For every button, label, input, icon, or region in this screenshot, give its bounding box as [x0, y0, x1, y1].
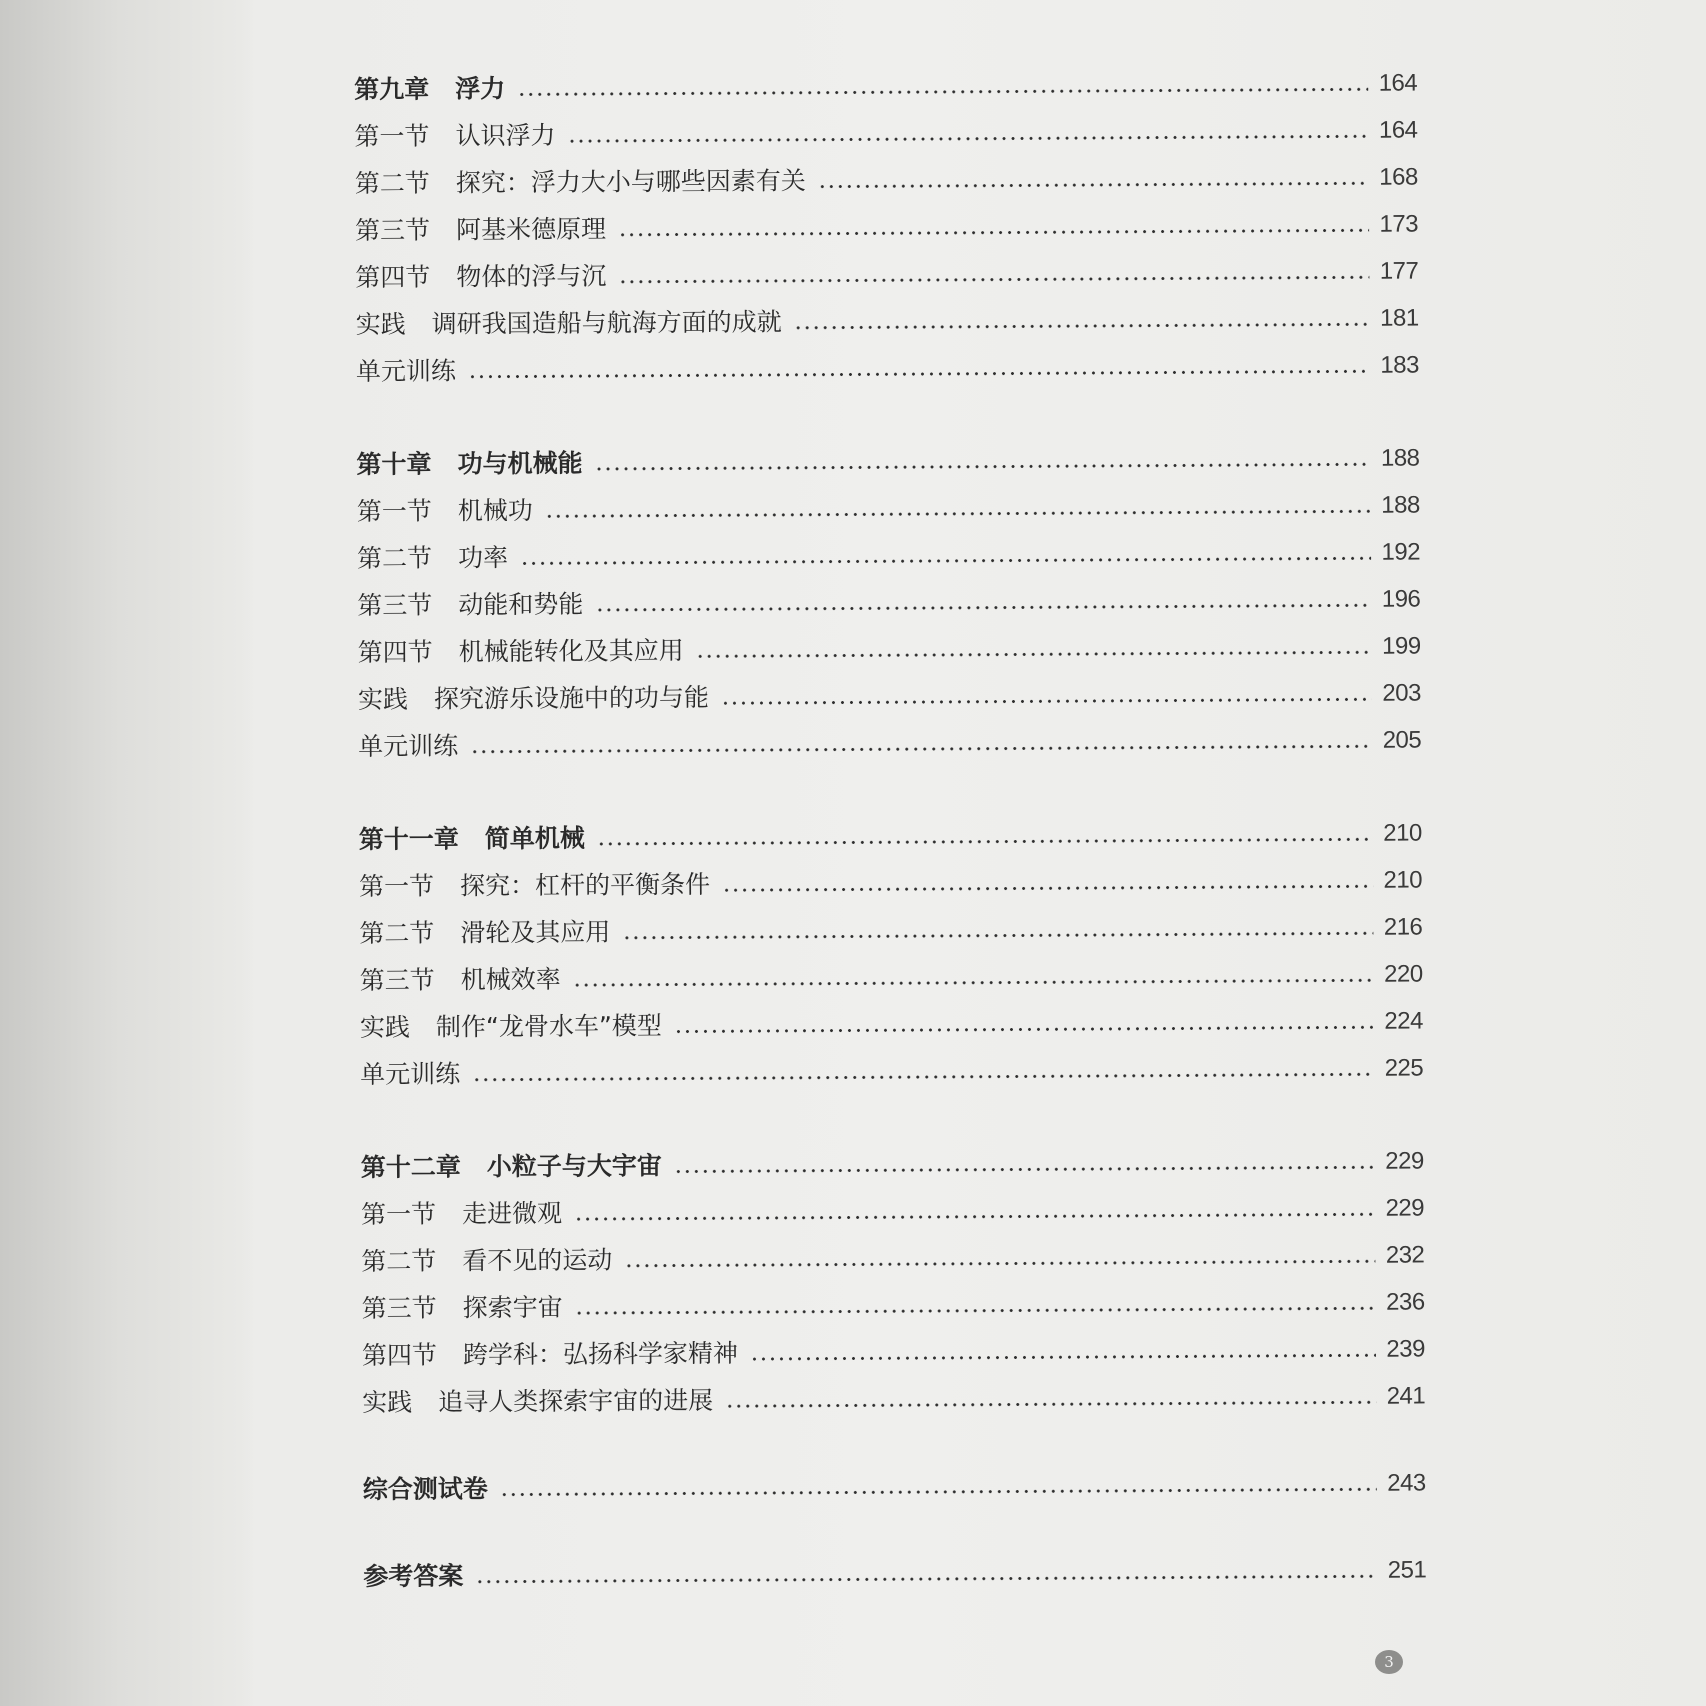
toc-title: 探究：浮力大小与哪些因素有关: [455, 166, 806, 198]
leader-dots: [622, 932, 1373, 940]
toc-page-number: 232: [1385, 1241, 1425, 1269]
toc-title: 调研我国造船与航海方面的成就: [431, 307, 782, 339]
toc-page-number: 192: [1381, 538, 1421, 566]
toc-prefix: 参考答案: [363, 1561, 464, 1591]
section-gap: [358, 752, 1421, 804]
toc-page-number: 164: [1378, 116, 1418, 144]
toc-title: 制作“龙骨水车”模型: [435, 1011, 662, 1042]
toc-chapter-row: [354, 49, 1417, 102]
toc-item-row: [355, 284, 1418, 337]
toc-prefix: 第二节: [359, 918, 435, 948]
toc-item-row: [360, 1033, 1424, 1089]
toc-page-number: 181: [1379, 304, 1419, 332]
leader-dots: [595, 604, 1371, 612]
toc-item-row: [355, 190, 1418, 243]
toc-prefix: 第十一章: [358, 824, 459, 854]
toc-prefix: 第四节: [357, 637, 433, 667]
leader-dots: [721, 698, 1372, 705]
leader-dots: [674, 1166, 1375, 1173]
toc-title: 看不见的运动: [462, 1245, 613, 1276]
toc-prefix: 实践: [359, 1012, 411, 1042]
toc-item-row: [361, 1220, 1425, 1276]
toc-prefix: 第二节: [361, 1246, 437, 1276]
leader-dots: [573, 979, 1374, 987]
toc-prefix: 第九章: [354, 74, 430, 104]
toc-title: 功与机械能: [457, 448, 583, 479]
leader-dots: [618, 276, 1369, 284]
section-gap: [360, 1080, 1423, 1132]
toc-prefix: 第一节: [358, 871, 435, 901]
toc-page-number: 203: [1382, 679, 1421, 707]
toc-page-number: 229: [1385, 1147, 1424, 1175]
toc-title: 探索宇宙: [462, 1292, 563, 1323]
toc-page-number: 216: [1383, 913, 1423, 941]
toc-title: 跨学科：弘扬科学家精神: [462, 1338, 739, 1370]
leader-dots: [574, 1213, 1375, 1221]
toc-page-number: 188: [1380, 444, 1420, 472]
toc-chapter-row: [360, 1126, 1424, 1182]
toc-prefix: 第二节: [354, 168, 430, 198]
toc-title: 机械功: [457, 495, 533, 526]
toc-title: 探究游乐设施中的功与能: [433, 682, 710, 714]
toc-prefix: 单元训练: [360, 1059, 461, 1089]
toc-prefix: 第三节: [357, 590, 433, 620]
toc-prefix: 实践: [355, 309, 406, 339]
toc-title: 滑轮及其应用: [460, 917, 611, 948]
toc-title: 机械效率: [460, 964, 561, 995]
toc-title: 阿基米德原理: [455, 214, 607, 245]
leader-dots: [468, 370, 1370, 379]
toc-prefix: 实践: [357, 684, 409, 714]
toc-prefix: 实践: [362, 1387, 413, 1417]
toc-page-number: 225: [1384, 1054, 1424, 1082]
leader-dots: [794, 323, 1370, 330]
toc-prefix: 第三节: [359, 965, 435, 995]
page-number-badge: 3: [1375, 1650, 1403, 1674]
toc-page-number: 177: [1379, 257, 1419, 285]
table-of-contents: [354, 49, 1426, 1589]
leader-dots: [472, 1073, 1374, 1082]
toc-title: 探究：杠杆的平衡条件: [460, 869, 711, 901]
page-gutter-shadow: [0, 0, 255, 1706]
toc-chapter-row: [358, 798, 1422, 854]
leader-dots: [818, 182, 1369, 188]
toc-title: 走进微观: [462, 1198, 563, 1229]
toc-page-number: 188: [1381, 491, 1420, 519]
toc-item-row: [357, 658, 1421, 714]
toc-item-row: [354, 96, 1417, 149]
toc-page-number: 224: [1384, 1007, 1424, 1035]
toc-title: 功率: [458, 543, 509, 573]
toc-title: 认识浮力: [455, 120, 556, 151]
leader-dots: [575, 1307, 1376, 1315]
toc-prefix: 第十章: [356, 449, 432, 479]
leader-dots: [520, 557, 1371, 565]
toc-page-number: 236: [1386, 1288, 1425, 1316]
leader-dots: [725, 1401, 1376, 1408]
toc-prefix: 第一节: [354, 121, 430, 151]
toc-prefix: 第一节: [360, 1199, 437, 1229]
toc-prefix: 第四节: [361, 1340, 438, 1370]
toc-item-row: [359, 986, 1424, 1042]
toc-page-number: 241: [1386, 1382, 1426, 1410]
toc-page-number: 164: [1378, 69, 1418, 97]
leader-dots: [618, 229, 1369, 237]
toc-item-row: [356, 517, 1421, 573]
toc-prefix: 第三节: [354, 215, 431, 245]
toc-chapter-row: [356, 423, 1420, 479]
toc-page-number: 210: [1383, 866, 1423, 894]
leader-dots: [597, 838, 1373, 846]
toc-title: 小粒子与大宇宙: [486, 1151, 662, 1182]
toc-page-number: 205: [1382, 726, 1422, 754]
section-gap: [356, 378, 1419, 430]
toc-item-row: [359, 939, 1423, 995]
toc-item-row: [357, 611, 1421, 667]
toc-prefix: 单元训练: [355, 356, 457, 386]
toc-prefix: 第一节: [356, 496, 432, 526]
leader-dots: [470, 745, 1372, 754]
leader-dots: [568, 135, 1369, 143]
leader-dots: [475, 1575, 1377, 1584]
toc-item-row: [356, 331, 1419, 384]
toc-prefix: 单元训练: [358, 731, 459, 761]
toc-title: 浮力: [455, 74, 506, 104]
leader-dots: [595, 463, 1371, 471]
leader-dots: [674, 1026, 1375, 1033]
toc-title: 物体的浮与沉: [456, 261, 607, 292]
toc-chapter-row: [362, 1448, 1426, 1504]
toc-page-number: 243: [1387, 1469, 1426, 1497]
toc-prefix: 第四节: [355, 262, 431, 292]
toc-page-number: 220: [1384, 960, 1423, 988]
toc-chapter-row: [363, 1535, 1427, 1591]
toc-title: 动能和势能: [458, 589, 584, 620]
leader-dots: [750, 1354, 1376, 1361]
toc-prefix: 第三节: [361, 1293, 437, 1323]
toc-page-number: 196: [1381, 585, 1421, 613]
toc-page-number: 183: [1380, 351, 1419, 379]
leader-dots: [624, 1260, 1375, 1268]
toc-prefix: 第二节: [356, 543, 433, 573]
leader-dots: [722, 885, 1373, 892]
toc-page-number: 168: [1379, 163, 1418, 191]
toc-item-row: [355, 143, 1418, 196]
toc-page-number: 251: [1387, 1556, 1427, 1584]
toc-title: 追寻人类探索宇宙的进展: [438, 1385, 714, 1417]
toc-prefix: 综合测试卷: [362, 1474, 488, 1504]
toc-page-number: 210: [1383, 819, 1422, 847]
toc-page-number: 229: [1385, 1194, 1425, 1222]
leader-dots: [500, 1488, 1377, 1496]
leader-dots: [545, 510, 1371, 518]
toc-item-row: [355, 237, 1418, 290]
leader-dots: [517, 88, 1368, 96]
toc-title: 机械能转化及其应用: [458, 635, 684, 667]
toc-item-row: [361, 1267, 1425, 1323]
toc-title: 简单机械: [484, 823, 585, 854]
toc-item-row: [360, 1173, 1425, 1229]
section-gap: [363, 1495, 1426, 1541]
toc-page-number: 173: [1379, 210, 1419, 238]
toc-item-row: [359, 892, 1423, 948]
toc-prefix: 第十二章: [360, 1152, 461, 1182]
toc-page-number: 199: [1382, 632, 1421, 660]
toc-item-row: [361, 1314, 1426, 1370]
leader-dots: [696, 651, 1372, 658]
toc-item-row: [356, 470, 1420, 526]
toc-item-row: [357, 564, 1421, 620]
toc-item-row: [358, 705, 1422, 761]
toc-item-row: [362, 1361, 1426, 1417]
toc-page-number: 239: [1386, 1335, 1426, 1363]
toc-item-row: [358, 845, 1423, 901]
